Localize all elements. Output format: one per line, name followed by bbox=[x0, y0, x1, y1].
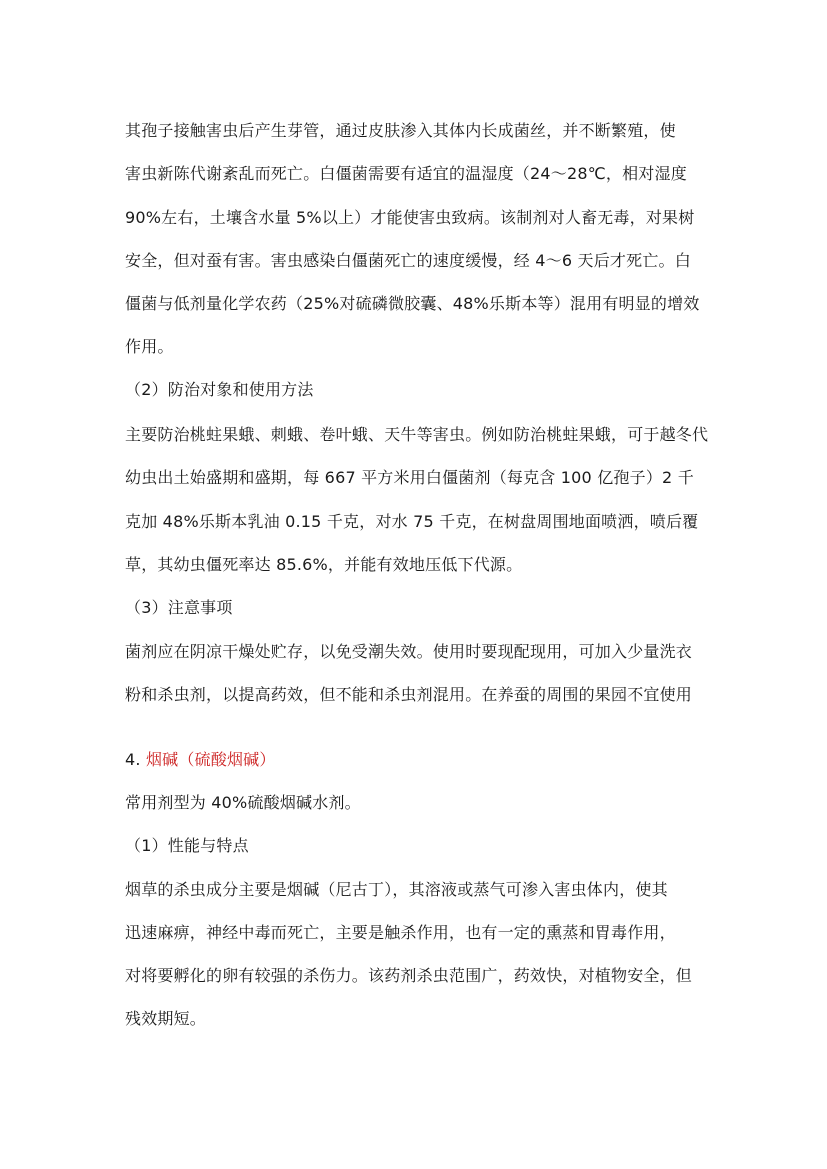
body-text-line: 对将要孵化的卵有较强的杀伤力。该药剂杀虫范围广，药效快，对植物安全，但 bbox=[125, 966, 693, 985]
body-text-line: 害虫新陈代谢紊乱而死亡。白僵菌需要有适宜的温湿度（24～28℃，相对湿度 bbox=[125, 164, 687, 183]
body-text-line: 迅速麻痹，神经中毒而死亡，主要是触杀作用，也有一定的熏蒸和胃毒作用， bbox=[125, 923, 676, 942]
body-text-line: 常用剂型为 40%硫酸烟碱水剂。 bbox=[125, 793, 361, 812]
body-text-line: 克加 48%乐斯本乳油 0.15 千克，对水 75 千克，在树盘周围地面喷洒，喷后覆 bbox=[125, 512, 699, 531]
body-text-line: 粉和杀虫剂，以提高药效，但不能和杀虫剂混用。在养蚕的周围的果园不宜使用 bbox=[125, 685, 693, 704]
body-text-line: 90%左右，土壤含水量 5%以上）才能使害虫致病。该制剂对人畜无毒，对果树 bbox=[125, 208, 695, 227]
body-text-line: 作用。 bbox=[125, 337, 174, 356]
body-text-line: 菌剂应在阴凉干燥处贮存，以免受潮失效。使用时要现配现用，可加入少量洗衣 bbox=[125, 642, 693, 661]
body-text-line: 烟草的杀虫成分主要是烟碱（尼古丁），其溶液或蒸气可渗入害虫体内，使其 bbox=[125, 880, 668, 899]
section-heading bbox=[125, 750, 276, 770]
body-text-line: 残效期短。 bbox=[125, 1009, 207, 1028]
subheading: （1）性能与特点 bbox=[125, 836, 249, 855]
body-text-line: 其孢子接触害虫后产生芽管，通过皮肤渗入其体内长成菌丝，并不断繁殖，使 bbox=[125, 121, 676, 140]
body-text-line: 僵菌与低剂量化学农药（25%对硫磷微胶囊、48%乐斯本等）混用有明显的增效 bbox=[125, 294, 700, 313]
subheading: （2）防治对象和使用方法 bbox=[125, 380, 314, 399]
subheading: （3）注意事项 bbox=[125, 598, 233, 617]
body-text-line: 主要防治桃蛀果蛾、刺蛾、卷叶蛾、天牛等害虫。例如防治桃蛀果蛾，可于越冬代 bbox=[125, 425, 709, 444]
section-title: 烟碱（硫酸烟碱） bbox=[145, 750, 276, 769]
section-number: 4. bbox=[125, 750, 141, 769]
body-text-line: 幼虫出土始盛期和盛期，每 667 平方米用白僵菌剂（每克含 100 亿孢子）2 千 bbox=[125, 468, 694, 487]
body-text-line: 安全，但对蚕有害。害虫感染白僵菌死亡的速度缓慢，经 4～6 天后才死亡。白 bbox=[125, 251, 691, 270]
body-text-line: 草，其幼虫僵死率达 85.6%，并能有效地压低下代源。 bbox=[125, 555, 523, 574]
